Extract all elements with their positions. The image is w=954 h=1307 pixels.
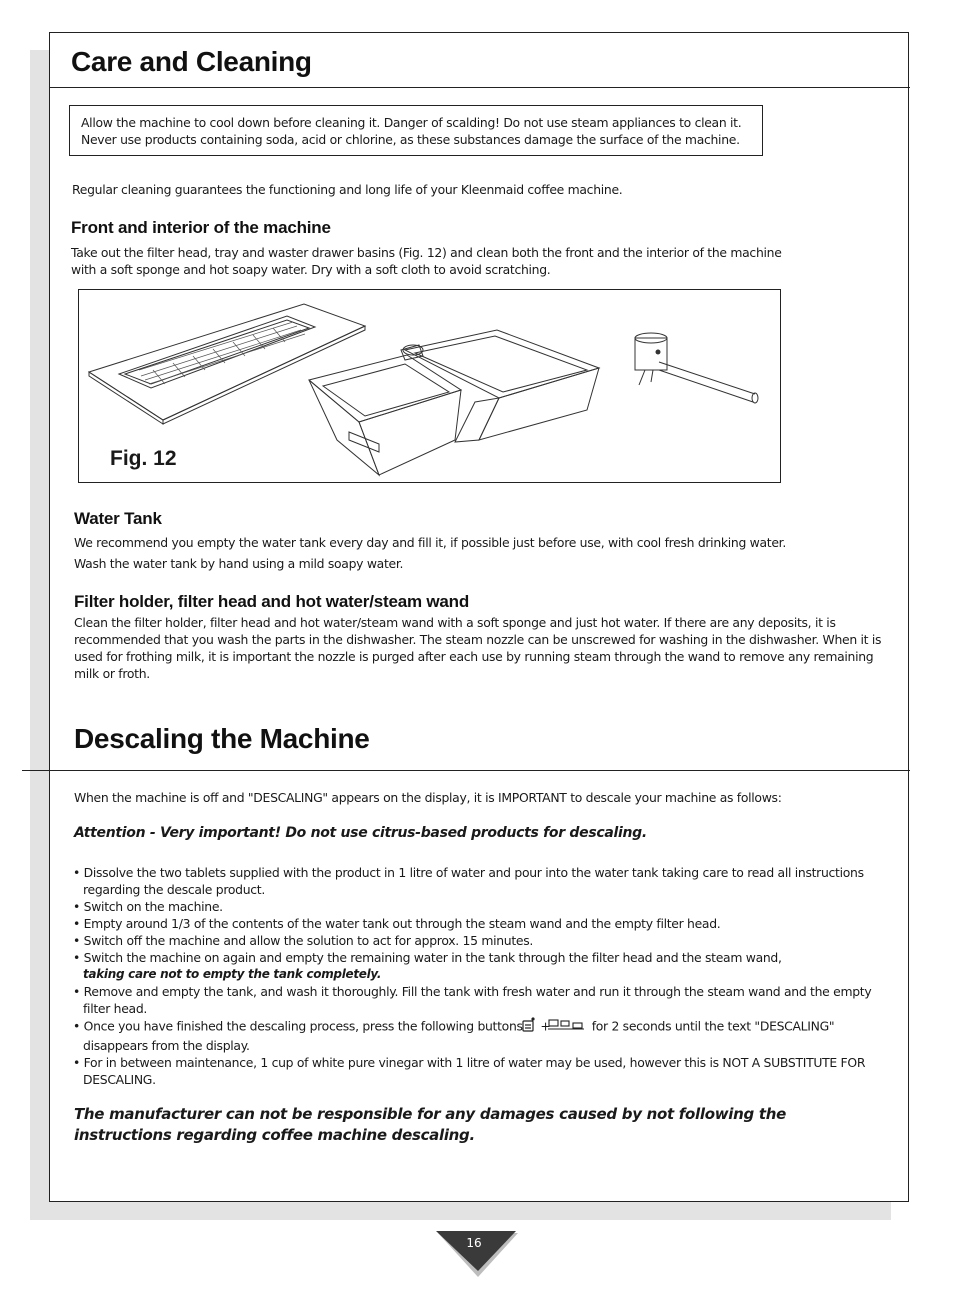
filter-spout-dot xyxy=(656,350,661,355)
heading-front-interior: Front and interior of the machine xyxy=(71,218,331,237)
descaling-intro: When the machine is off and "DESCALING" appears on the display, it is IMPORTANT to descale your machine as follows: xyxy=(74,790,782,805)
step-switch-on-again: • Switch the machine on again and empty the remaining water in the tank through the filter head and the steam wand, xyxy=(73,950,782,965)
step-empty-third: • Empty around 1/3 of the contents of the water tank out through the steam wand and the empty filter head. xyxy=(73,916,721,931)
heading-filter-holder: Filter holder, filter head and hot water/steam wand xyxy=(74,592,470,611)
page-number: 16 xyxy=(466,1236,482,1250)
list-item xyxy=(73,915,873,932)
step-note-tank: taking care not to empty the tank completely. xyxy=(83,967,382,981)
step-vinegar: • For in between maintenance, 1 cup of white pure vinegar with 1 litre of water may be used, however this is NOT A SUBSTITUTE FOR DESCALING. xyxy=(73,1055,866,1087)
heading-water-tank: Water Tank xyxy=(74,509,162,528)
step-switch-off: • Switch off the machine and allow the solution to act for approx. 15 minutes. xyxy=(73,933,534,948)
water-tank-text-2: Wash the water tank by hand using a mild soapy water. xyxy=(74,556,404,571)
figure-12-illustration xyxy=(79,290,780,482)
descale-button-icon xyxy=(530,1017,536,1037)
page-title-descaling: Descaling the Machine xyxy=(74,723,370,754)
plus-sign: + xyxy=(540,1018,551,1034)
title-divider-care xyxy=(49,87,910,88)
list-item xyxy=(73,949,873,983)
list-item xyxy=(73,932,873,949)
step-dissolve: • Dissolve the two tablets supplied with the product in 1 litre of water and pour into the water tank taking care to read all instructions regarding the descale product. xyxy=(73,865,864,897)
list-item xyxy=(73,864,873,898)
figure-12 xyxy=(78,289,781,483)
step-rinse-tank: • Remove and empty the tank, and wash it thoroughly. Fill the tank with fresh water and run it through the steam wand and the empty filter head. xyxy=(73,984,872,1016)
step-reset-pre: • Once you have finished the descaling process, press the following buttons xyxy=(73,1018,523,1034)
liability-notice: The manufacturer can not be responsible for any damages caused by not following the instructions regarding coffee machine descaling. xyxy=(74,1105,786,1144)
list-item xyxy=(73,983,873,1017)
descaling-steps xyxy=(73,864,873,1088)
list-item xyxy=(73,1017,873,1054)
attention-note: Attention - Very important! Do not use citrus-based products for descaling. xyxy=(74,825,647,841)
step-reset-post: for 2 seconds until the text "DESCALING" disappears from the display. xyxy=(83,1018,835,1053)
step-switch-on: • Switch on the machine. xyxy=(73,899,223,914)
care-intro: Regular cleaning guarantees the functioning and long life of your Kleenmaid coffee machine. xyxy=(72,182,623,197)
coffee-cups-button-icon xyxy=(558,1018,584,1036)
title-divider-descaling xyxy=(22,770,910,771)
page-title-care: Care and Cleaning xyxy=(71,46,312,77)
list-item xyxy=(73,898,873,915)
warning-box xyxy=(69,105,763,156)
water-tank-text-1: We recommend you empty the water tank every day and fill it, if possible just before use, with cool fresh drinking water. xyxy=(74,535,786,550)
front-interior-text: Take out the filter head, tray and waster drawer basins (Fig. 12) and clean both the front and the interior of the machine with a soft sponge and hot soapy water. Dry with a soft cloth to avoid scratching. xyxy=(71,245,782,277)
warning-text: Allow the machine to cool down before cleaning it. Danger of scalding! Do not use steam appliances to clean it. Never use products containing soda, acid or chlorine, as these substances damage the surface of the machine. xyxy=(81,115,742,147)
figure-label: Fig. 12 xyxy=(110,447,177,470)
list-item xyxy=(73,1054,873,1088)
filter-holder-text: Clean the filter holder, filter head and hot water/steam wand with a soft sponge and just hot water. If there are any deposits, it is recommended that you wash the parts in the dishwasher. The steam nozzle can be unscrewed for washing in the dishwasher. When it is used for frothing milk, it is important the nozzle is purged after each use by running steam through the wand to remove any remaining milk or froth. xyxy=(74,615,882,681)
